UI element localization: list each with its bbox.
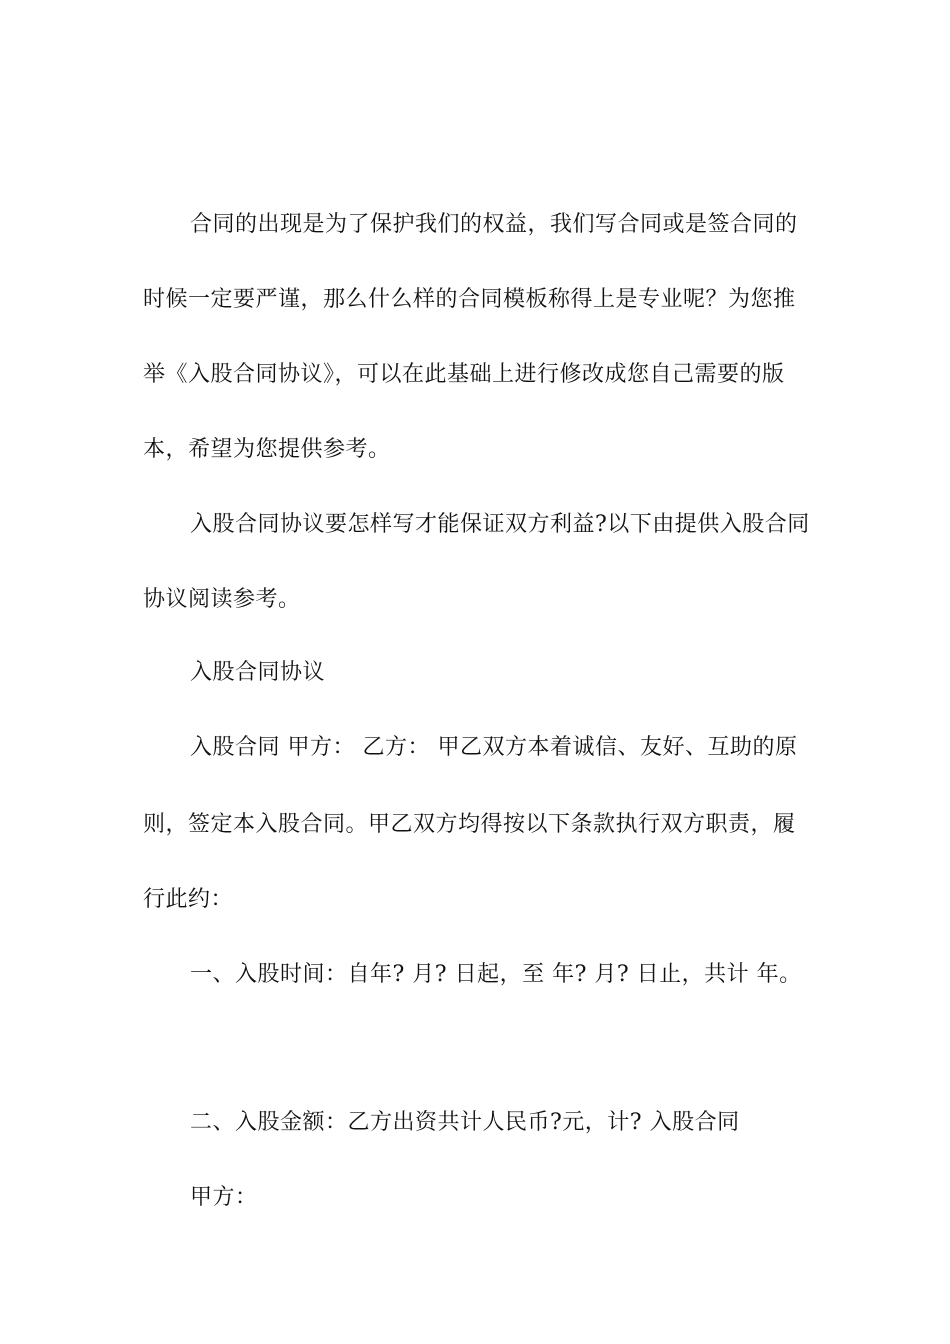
paragraph-intro-line-2: 时候一定要严谨，那么什么样的合同模板称得上是专业呢？为您推 xyxy=(143,287,796,312)
contract-preamble-line-2: 则，签定本入股合同。甲乙双方均得按以下条款执行双方职责，履 xyxy=(143,812,796,837)
paragraph-intro-line-4: 本，希望为您提供参考。 xyxy=(143,437,391,462)
contract-preamble-line-3: 行此约： xyxy=(143,887,234,912)
clause-1-term: 一、入股时间：自年? 月? 日起，至 年? 月? 日止，共计 年。 xyxy=(190,962,802,987)
paragraph-question-line-2: 协议阅读参考。 xyxy=(143,587,301,612)
paragraph-question-line-1: 入股合同协议要怎样写才能保证双方利益?以下由提供入股合同 xyxy=(190,512,810,537)
document-heading: 入股合同协议 xyxy=(190,660,326,685)
contract-preamble-line-1: 入股合同 甲方： 乙方： 甲乙双方本着诚信、友好、互助的原 xyxy=(190,735,798,760)
paragraph-intro-line-1: 合同的出现是为了保护我们的权益，我们写合同或是签合同的 xyxy=(190,212,798,237)
paragraph-intro-line-3: 举《入股合同协议》，可以在此基础上进行修改成您自己需要的版 xyxy=(143,362,785,387)
clause-2-amount: 二、入股金额：乙方出资共计人民币?元，计? 入股合同 xyxy=(190,1110,740,1135)
party-a-label: 甲方： xyxy=(190,1185,258,1210)
